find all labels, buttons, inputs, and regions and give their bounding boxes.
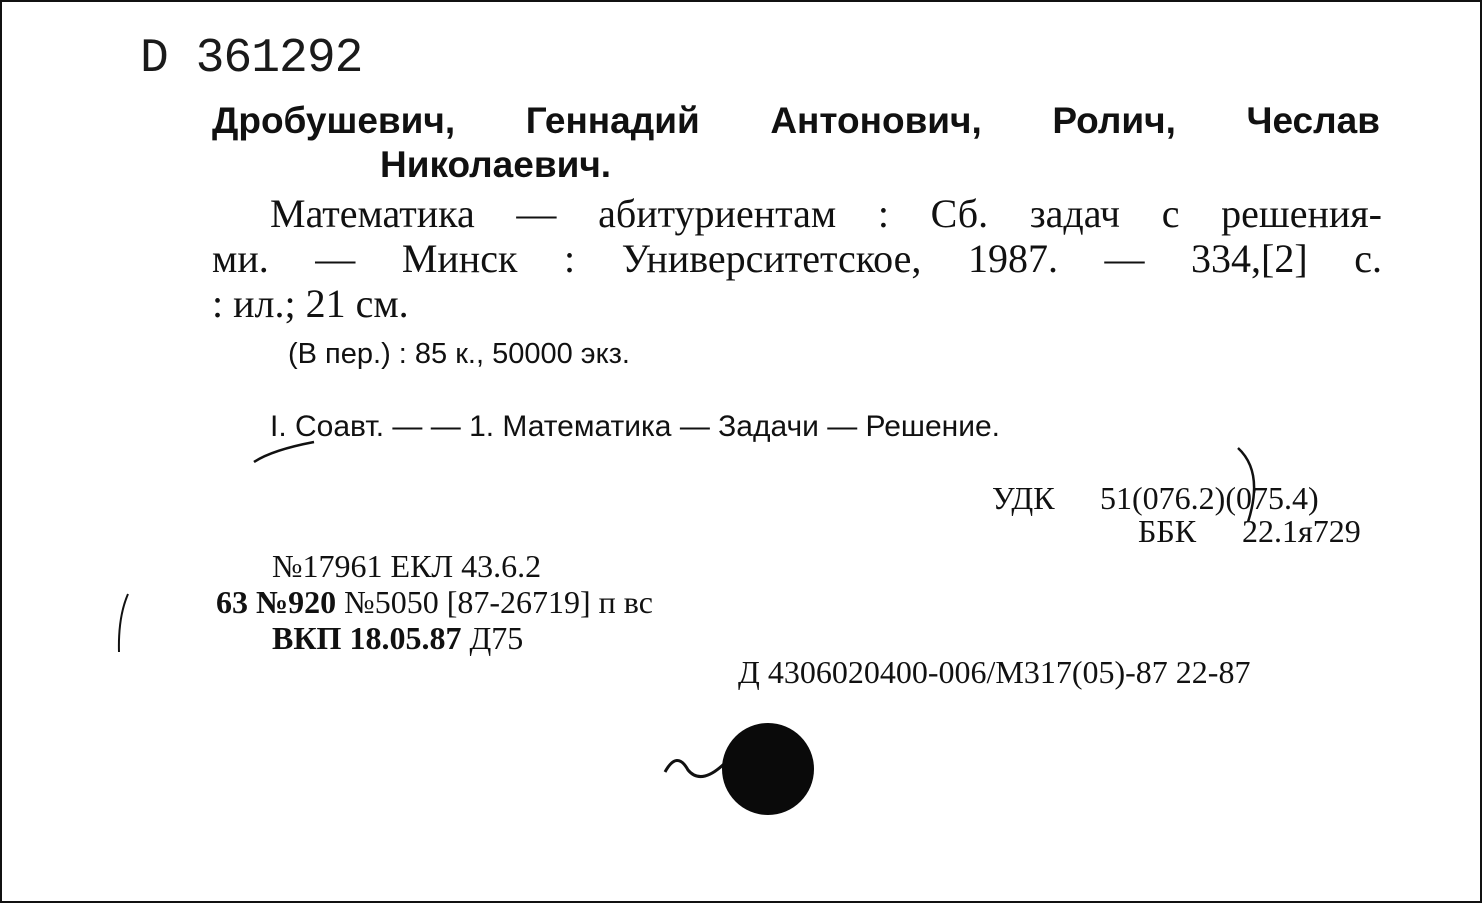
author-word: Дробушевич,: [212, 100, 456, 141]
author-word: Ролич,: [1052, 100, 1176, 141]
registration-number-rest: №5050 [87-26719] п вс: [344, 584, 653, 620]
authors-line-2: Николаевич.: [380, 144, 612, 185]
pen-squiggle: [665, 760, 728, 777]
title-word: с.: [1354, 236, 1382, 281]
title-word: Минск: [401, 236, 518, 281]
bracket-pen-mark: [1238, 448, 1254, 522]
subject-headings: I. Соавт. — — 1. Математика — Задачи — Решение.: [270, 410, 1001, 443]
title-word: Сб.: [930, 191, 989, 236]
binding-price-line: (В пер.) : 85 к., 50000 экз.: [288, 338, 630, 370]
title-word: :: [877, 191, 889, 236]
author-word: Антонович,: [770, 100, 982, 141]
bbk-value: 22.1я729: [1242, 513, 1361, 549]
bbk-label: ББК: [1138, 513, 1197, 549]
title-word: Университетское,: [621, 236, 922, 281]
punch-hole: [722, 723, 814, 815]
registration-date: ВКП 18.05.87: [272, 620, 462, 656]
publication-code: Д 4306020400-006/М317(05)-87 22-87: [738, 654, 1251, 690]
author-word: Геннадий: [525, 100, 700, 141]
udk-label: УДК: [992, 480, 1055, 516]
udk-value: 51(076.2)(075.4): [1100, 480, 1319, 516]
title-word: —: [315, 236, 356, 281]
title-word: 334,[2]: [1191, 236, 1308, 281]
title-line-3: : ил.; 21 см.: [212, 281, 409, 326]
margin-pen-mark: [119, 594, 128, 652]
call-number: D 361292: [140, 32, 363, 86]
title-word: абитуриентам: [598, 191, 837, 236]
registration-code: Д75: [469, 620, 524, 656]
author-word: Чеслав: [1246, 100, 1380, 141]
handwritten-marks: [2, 2, 1480, 901]
registration-line-1: №17961 ЕКЛ 43.6.2: [272, 548, 542, 584]
underline-pen-mark: [254, 442, 314, 462]
title-word: —: [516, 191, 557, 236]
title-word: 1987.: [967, 236, 1058, 281]
registration-number-bold: 63 №920: [216, 584, 337, 620]
title-word: ми.: [212, 236, 269, 281]
title-word: :: [563, 236, 576, 281]
title-word: с: [1161, 191, 1180, 236]
title-word: Математика: [270, 191, 475, 236]
title-word: —: [1104, 236, 1145, 281]
title-word: задач: [1029, 191, 1121, 236]
title-word: решения-: [1221, 191, 1382, 236]
